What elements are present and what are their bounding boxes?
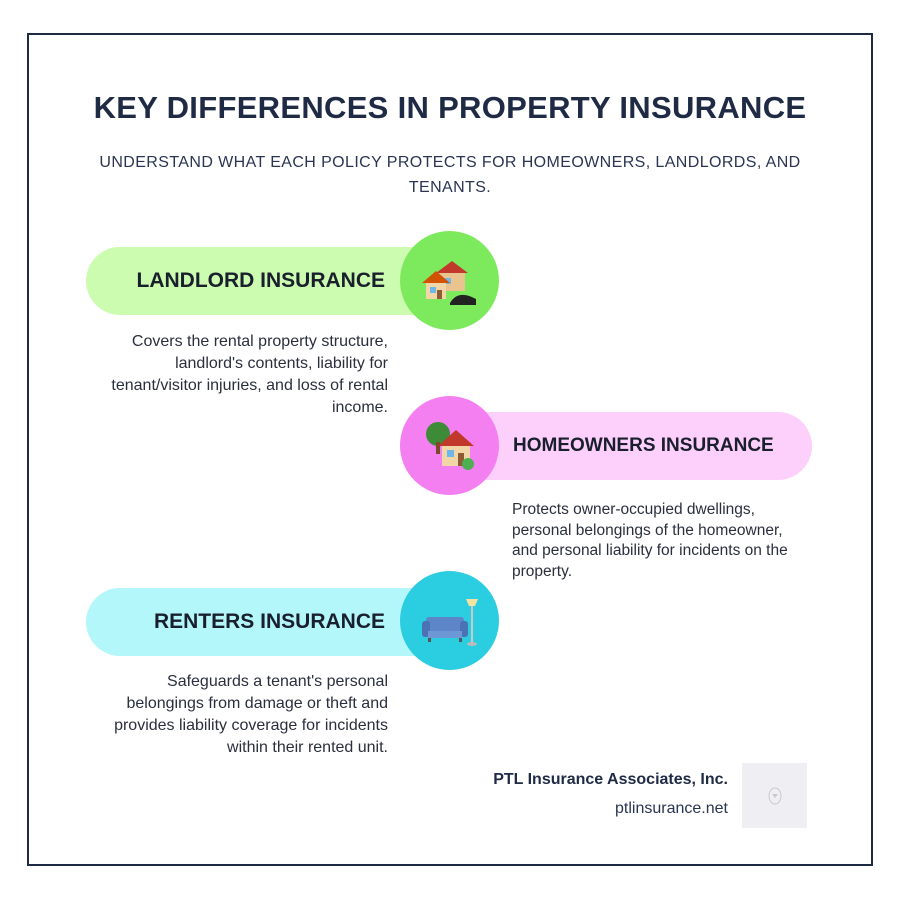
homeowners-insurance-label: HOMEOWNERS INSURANCE [513,435,774,456]
company-website[interactable]: ptlinsurance.net [615,800,728,817]
houses-icon [400,231,499,330]
couch-and-lamp-icon [400,571,499,670]
homeowners-insurance-description: Protects owner-occupied dwellings, personal belongings of the homeowner, and personal liability for incidents on the property. [512,501,788,580]
company-name: PTL Insurance Associates, Inc. [493,771,728,788]
landlord-insurance-label: LANDLORD INSURANCE [136,269,385,292]
renters-insurance-label: RENTERS INSURANCE [153,610,385,633]
landlord-insurance-description: Covers the rental property structure, landlord's contents, liability for tenant/visitor injuries, and loss of rental income. [111,333,388,416]
page-subtitle: UNDERSTAND WHAT EACH POLICY PROTECTS FOR HOMEOWNERS, LANDLORDS, AND TENANTS. [99,154,801,196]
page-title: KEY DIFFERENCES IN PROPERTY INSURANCE [93,90,807,125]
house-with-garden-icon [400,396,499,495]
logo-icon [766,785,784,807]
renters-insurance-description: Safeguards a tenant's personal belongings from damage or theft and provides liability coverage for incidents within their rented unit. [114,673,388,756]
company-logo [742,763,807,828]
